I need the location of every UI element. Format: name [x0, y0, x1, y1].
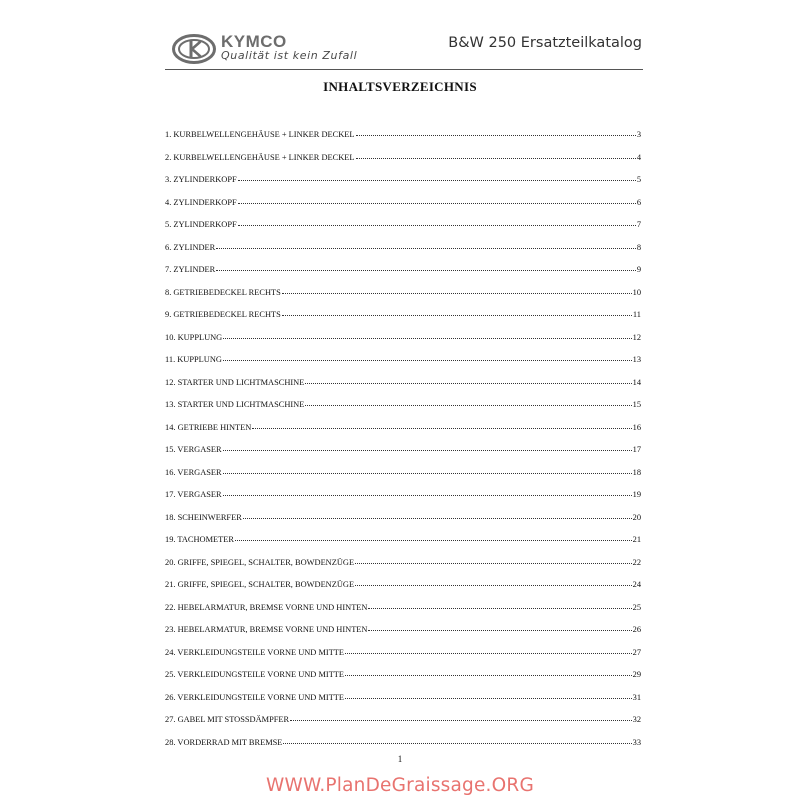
- toc-entry-label: 4. ZYLINDERKOPF: [165, 197, 237, 207]
- toc-entry-page: 15: [632, 400, 641, 409]
- toc-entry[interactable]: [165, 288, 641, 311]
- toc-entry-page: 7: [636, 220, 641, 229]
- toc-dot-leader: [238, 180, 636, 181]
- toc-entry-label: 21. GRIFFE, SPIEGEL, SCHALTER, BOWDENZÜGE: [165, 580, 355, 589]
- toc-entry-label: 15. VERGASER: [165, 445, 222, 454]
- toc-entry-page: 31: [632, 692, 641, 702]
- toc-entry[interactable]: [165, 558, 641, 581]
- toc-dot-leader: [345, 675, 632, 676]
- toc-dot-leader: [355, 585, 632, 586]
- toc-entry-page: 33: [632, 737, 641, 747]
- toc-dot-leader: [305, 383, 631, 384]
- toc-dot-leader: [282, 315, 632, 316]
- toc-dot-leader: [305, 405, 631, 406]
- toc-entry[interactable]: [165, 310, 641, 333]
- page-header: [172, 32, 642, 70]
- toc-entry-page: 25: [632, 602, 641, 612]
- toc-entry-page: 20: [632, 512, 641, 522]
- toc-dot-leader: [243, 518, 632, 519]
- toc-entry[interactable]: [165, 580, 641, 603]
- toc-entry[interactable]: [165, 490, 641, 513]
- toc-entry-page: 19: [632, 490, 641, 499]
- toc-entry[interactable]: [165, 333, 641, 356]
- toc-dot-leader: [345, 698, 632, 699]
- toc-entry-label: 19. TACHOMETER: [165, 535, 234, 544]
- toc-entry-page: 9: [636, 265, 641, 274]
- toc-dot-leader: [252, 428, 631, 429]
- toc-entry-label: 2. KURBELWELLENGEHÄUSE + LINKER DECKEL: [165, 152, 355, 162]
- toc-entry-label: 13. STARTER UND LICHTMASCHINE: [165, 400, 305, 409]
- toc-heading: INHALTSVERZEICHNIS: [323, 79, 477, 94]
- toc-entry-page: 22: [632, 557, 641, 567]
- toc-dot-leader: [223, 338, 631, 339]
- document-title: B&W 250 Ersatzteilkatalog: [448, 35, 642, 51]
- toc-entry[interactable]: [165, 130, 641, 153]
- toc-entry-label: 17. VERGASER: [165, 490, 222, 499]
- toc-entry-page: 29: [632, 670, 641, 679]
- toc-entry-label: 25. VERKLEIDUNGSTEILE VORNE UND MITTE: [165, 670, 345, 679]
- toc-entry-page: 3: [636, 130, 641, 139]
- toc-entry-page: 24: [632, 580, 641, 589]
- watermark-url: WWW.PlanDeGraissage.ORG: [265, 775, 534, 796]
- toc-entry-label: 22. HEBELARMATUR, BREMSE VORNE UND HINTEN: [165, 602, 368, 612]
- toc-entry[interactable]: [165, 468, 641, 491]
- toc-entry[interactable]: [165, 175, 641, 198]
- toc-entry[interactable]: [165, 265, 641, 288]
- toc-entry-label: 11. KUPPLUNG: [165, 355, 222, 364]
- header-divider: [165, 69, 643, 70]
- toc-entry-page: 32: [632, 715, 641, 724]
- toc-entry-page: 8: [636, 242, 641, 252]
- toc-entry-label: 14. GETRIEBE HINTEN: [165, 422, 252, 432]
- toc-entry-label: 16. VERGASER: [165, 467, 222, 477]
- toc-dot-leader: [223, 450, 632, 451]
- toc-entry-label: 27. GABEL MIT STOSSDÄMPFER: [165, 715, 290, 724]
- kymco-logo: [172, 32, 358, 68]
- toc-entry-page: 4: [636, 152, 641, 162]
- toc-dot-leader: [235, 540, 632, 541]
- toc-entry-label: 12. STARTER UND LICHTMASCHINE: [165, 377, 305, 387]
- toc-entry-label: 9. GETRIEBEDECKEL RECHTS: [165, 310, 281, 319]
- toc-entry-page: 5: [636, 175, 641, 184]
- toc-entry-page: 12: [632, 332, 641, 342]
- toc-entry-label: 23. HEBELARMATUR, BREMSE VORNE UND HINTEN: [165, 625, 368, 634]
- toc-entry-label: 20. GRIFFE, SPIEGEL, SCHALTER, BOWDENZÜGE: [165, 557, 355, 567]
- toc-entry[interactable]: [165, 423, 641, 446]
- toc-entry-page: 16: [632, 422, 641, 432]
- toc-entry-label: 26. VERKLEIDUNGSTEILE VORNE UND MITTE: [165, 692, 345, 702]
- logo-slogan: Qualität ist kein Zufall: [221, 49, 358, 62]
- toc-dot-leader: [356, 135, 636, 136]
- toc-entry[interactable]: [165, 715, 641, 738]
- toc-entry[interactable]: [165, 445, 641, 468]
- toc-dot-leader: [368, 630, 631, 631]
- toc-dot-leader: [223, 495, 632, 496]
- toc-entry-label: 10. KUPPLUNG: [165, 332, 223, 342]
- toc-entry[interactable]: [165, 400, 641, 423]
- toc-entry-label: 5. ZYLINDERKOPF: [165, 220, 237, 229]
- toc-entry-page: 6: [636, 197, 641, 207]
- kymco-emblem-icon: [172, 34, 216, 64]
- toc-dot-leader: [345, 653, 632, 654]
- toc-entry-label: 24. VERKLEIDUNGSTEILE VORNE UND MITTE: [165, 647, 345, 657]
- toc-entry-label: 3. ZYLINDERKOPF: [165, 175, 237, 184]
- toc-dot-leader: [356, 158, 636, 159]
- toc-entry[interactable]: [165, 625, 641, 648]
- toc-dot-leader: [238, 203, 636, 204]
- toc-entry[interactable]: [165, 648, 641, 671]
- toc-dot-leader: [355, 563, 632, 564]
- toc-dot-leader: [238, 225, 636, 226]
- toc-entry-page: 21: [632, 535, 641, 544]
- toc-entry[interactable]: [165, 220, 641, 243]
- toc-dot-leader: [290, 720, 632, 721]
- toc-entry-page: 14: [632, 377, 641, 387]
- toc-entry-page: 27: [632, 647, 641, 657]
- toc-dot-leader: [216, 248, 636, 249]
- logo-brand: KYMCO: [221, 32, 287, 51]
- toc-entry[interactable]: [165, 670, 641, 693]
- toc-entry[interactable]: [165, 603, 641, 626]
- toc-entry-label: 1. KURBELWELLENGEHÄUSE + LINKER DECKEL: [165, 130, 355, 139]
- page-number: 1: [397, 754, 403, 764]
- toc-entry-page: 18: [632, 467, 641, 477]
- toc-dot-leader: [223, 360, 632, 361]
- toc-entry[interactable]: [165, 243, 641, 266]
- toc-entry-page: 13: [632, 355, 641, 364]
- toc-entry[interactable]: [165, 513, 641, 536]
- toc-entry[interactable]: [165, 378, 641, 401]
- toc-entry-label: 8. GETRIEBEDECKEL RECHTS: [165, 287, 281, 297]
- toc-entry-label: 18. SCHEINWERFER: [165, 512, 242, 522]
- toc-list: [165, 130, 641, 760]
- toc-dot-leader: [368, 608, 631, 609]
- toc-entry[interactable]: [165, 198, 641, 221]
- toc-entry-label: 7. ZYLINDER: [165, 265, 216, 274]
- toc-entry-page: 10: [632, 287, 641, 297]
- toc-entry-label: 6. ZYLINDER: [165, 242, 216, 252]
- toc-entry-page: 26: [632, 625, 641, 634]
- toc-dot-leader: [223, 473, 632, 474]
- toc-dot-leader: [282, 293, 632, 294]
- toc-entry[interactable]: [165, 355, 641, 378]
- toc-entry-label: 28. VORDERRAD MIT BREMSE: [165, 737, 283, 747]
- toc-entry[interactable]: [165, 693, 641, 716]
- toc-entry[interactable]: [165, 153, 641, 176]
- toc-entry[interactable]: [165, 535, 641, 558]
- toc-entry-page: 11: [632, 310, 641, 319]
- toc-dot-leader: [216, 270, 636, 271]
- toc-entry-page: 17: [632, 445, 641, 454]
- toc-dot-leader: [283, 743, 631, 744]
